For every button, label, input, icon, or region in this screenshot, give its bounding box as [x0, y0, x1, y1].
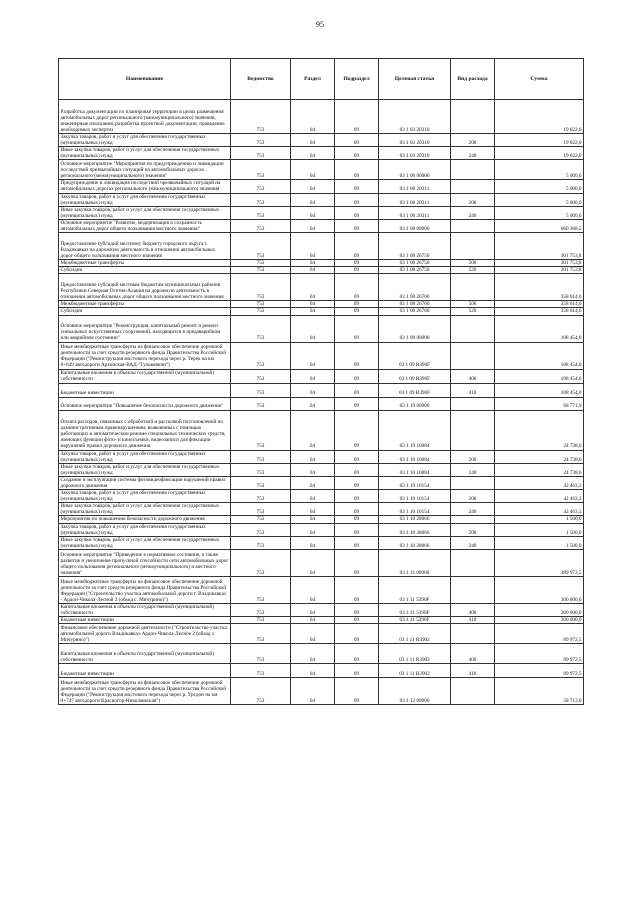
- cell-target-item: 03 1 10 10084: [379, 463, 451, 476]
- cell-expense-type: [451, 516, 495, 523]
- table-row: [59, 147, 584, 160]
- cell-target-item: 03 1 03 20310: [379, 147, 451, 160]
- table-row: [59, 369, 584, 383]
- cell-expense-type: 400: [451, 603, 495, 616]
- table-row: [59, 603, 584, 616]
- cell-section: 04: [291, 206, 335, 219]
- table-row: [59, 315, 584, 342]
- cell-subsection: 09: [335, 516, 379, 523]
- cell-section: 04: [291, 549, 335, 576]
- cell-name: Основное мероприятие "Реконструкция, капитальный ремонт и ремонт уникальных искусственных сооружений, находящихся в предаварийном или аварийном состоянии": [59, 315, 231, 342]
- cell-name: Иные межбюджетные трансферты на финансовое обеспечение дорожной деятельности за счет средств резервного фонда Правительства Российской Федерации ("Строительство участка автомобильной дороги г. Владикавказ - Ардон-Чикола-Лесной 2 (обход с. Мичурино)"): [59, 576, 231, 603]
- cell-name: Капитальные вложения в объекты государственной (муниципальной) собственности: [59, 644, 231, 664]
- cell-target-item: 03 1 11 5390F: [379, 603, 451, 616]
- cell-expense-type: 200: [451, 134, 495, 147]
- cell-target-item: 03 1 11 5390F: [379, 617, 451, 624]
- cell-subsection: 09: [335, 160, 379, 180]
- cell-section: 04: [291, 274, 335, 301]
- table-row: [59, 523, 584, 536]
- cell-section: 04: [291, 369, 335, 383]
- cell-expense-type: 200: [451, 193, 495, 206]
- cell-amount: 5 000,0: [495, 180, 584, 193]
- cell-expense-type: 240: [451, 206, 495, 219]
- cell-expense-type: 410: [451, 383, 495, 397]
- cell-subsection: 09: [335, 308, 379, 315]
- budget-table: [58, 58, 584, 705]
- cell-department: 753: [231, 147, 291, 160]
- cell-section: 04: [291, 147, 335, 160]
- cell-target-item: 03 1 11 R3902: [379, 624, 451, 644]
- cell-amount: 89 972,5: [495, 644, 584, 664]
- cell-amount: 42 463,3: [495, 503, 584, 516]
- cell-department: 753: [231, 476, 291, 489]
- table-row: [59, 576, 584, 603]
- cell-name: Предоставление субсидий местному бюджету городского округа г. Владикавказ на дорожную деятельность в отношении автомобильных дорог общего пользования местного значения: [59, 233, 231, 260]
- cell-subsection: 09: [335, 644, 379, 664]
- table-row: [59, 450, 584, 463]
- cell-target-item: 03 1 10 10154: [379, 503, 451, 516]
- cell-section: 04: [291, 134, 335, 147]
- table-row: [59, 219, 584, 232]
- page-number: 95: [316, 20, 324, 29]
- cell-amount: 19 022,0: [495, 100, 584, 134]
- cell-subsection: 09: [335, 576, 379, 603]
- cell-department: 753: [231, 219, 291, 232]
- cell-department: 753: [231, 617, 291, 624]
- cell-amount: 24 738,6: [495, 410, 584, 450]
- cell-target-item: 03 1 06 20311: [379, 180, 451, 193]
- cell-name: Основное мероприятие "Приведение в нормативное состояние, а также развитие и увеличение пропускной способности сети автомобильных дорог общего пользования регионального (межмуниципального) и местного значения": [59, 549, 231, 576]
- cell-target-item: 03 1 08 26750: [379, 267, 451, 274]
- cell-expense-type: 410: [451, 617, 495, 624]
- cell-subsection: 09: [335, 624, 379, 644]
- cell-target-item: 03 1 03 20310: [379, 100, 451, 134]
- cell-subsection: 09: [335, 490, 379, 503]
- cell-name: Закупка товаров, работ и услуг для обеспечения государственных (муниципальных) нужд: [59, 490, 231, 503]
- column-header-section: Раздел: [291, 59, 335, 100]
- cell-name: Закупка товаров, работ и услуг для обеспечения государственных (муниципальных) нужд: [59, 134, 231, 147]
- cell-amount: 358 614,6: [495, 301, 584, 308]
- cell-section: 04: [291, 624, 335, 644]
- cell-department: 753: [231, 233, 291, 260]
- cell-section: 04: [291, 476, 335, 489]
- cell-department: 753: [231, 410, 291, 450]
- cell-target-item: 03 1 11 R3902: [379, 644, 451, 664]
- cell-name: Межбюджетные трансферты: [59, 301, 231, 308]
- table-row: [59, 100, 584, 134]
- cell-subsection: 09: [335, 503, 379, 516]
- cell-amount: 19 022,0: [495, 147, 584, 160]
- cell-subsection: 09: [335, 476, 379, 489]
- column-header-amount: Сумма: [495, 59, 584, 100]
- cell-expense-type: [451, 180, 495, 193]
- cell-name: Иные закупки товаров, работ и услуг для обеспечения государственных (муниципальных) нужд: [59, 206, 231, 219]
- cell-target-item: 03 1 10 00000: [379, 397, 451, 410]
- table-row: [59, 490, 584, 503]
- cell-subsection: 09: [335, 678, 379, 705]
- cell-department: 753: [231, 274, 291, 301]
- cell-department: 753: [231, 490, 291, 503]
- column-header-name: Наименование: [59, 59, 231, 100]
- cell-target-item: 03 1 03 20310: [379, 134, 451, 147]
- cell-target-item: 03 1 10 28066: [379, 523, 451, 536]
- cell-subsection: 09: [335, 410, 379, 450]
- cell-amount: 1 500,0: [495, 523, 584, 536]
- cell-section: 04: [291, 536, 335, 549]
- cell-amount: 19 022,0: [495, 134, 584, 147]
- cell-section: 04: [291, 383, 335, 397]
- cell-target-item: 03 1 08 26750: [379, 260, 451, 267]
- cell-subsection: 09: [335, 260, 379, 267]
- cell-subsection: 09: [335, 450, 379, 463]
- cell-expense-type: [451, 342, 495, 369]
- cell-department: 753: [231, 260, 291, 267]
- cell-amount: 1 500,0: [495, 516, 584, 523]
- cell-amount: 5 000,0: [495, 206, 584, 219]
- cell-amount: 89 972,5: [495, 664, 584, 678]
- cell-target-item: 03 1 06 20311: [379, 206, 451, 219]
- cell-expense-type: 240: [451, 147, 495, 160]
- cell-amount: 42 463,3: [495, 476, 584, 489]
- table-row: [59, 206, 584, 219]
- cell-name: Иные закупки товаров, работ и услуг для обеспечения государственных (муниципальных) нужд: [59, 536, 231, 549]
- cell-department: 753: [231, 308, 291, 315]
- cell-section: 04: [291, 260, 335, 267]
- table-row: [59, 134, 584, 147]
- cell-amount: 358 614,6: [495, 274, 584, 301]
- column-header-subsection: Подраздел: [335, 59, 379, 100]
- cell-name: Мероприятия по повышению безопасности дорожного движения: [59, 516, 231, 523]
- cell-department: 753: [231, 463, 291, 476]
- cell-target-item: 03 1 09 R390F: [379, 342, 451, 369]
- cell-subsection: 09: [335, 369, 379, 383]
- cell-section: 04: [291, 523, 335, 536]
- cell-subsection: 09: [335, 603, 379, 616]
- cell-department: 753: [231, 134, 291, 147]
- cell-amount: 68 771,9: [495, 397, 584, 410]
- cell-name: Иные закупки товаров, работ и услуг для обеспечения государственных (муниципальных) нужд: [59, 463, 231, 476]
- cell-expense-type: 200: [451, 523, 495, 536]
- cell-name: Бюджетные инвестиции: [59, 664, 231, 678]
- cell-amount: 108 454,0: [495, 383, 584, 397]
- cell-name: Иные межбюджетные трансферты на финансовое обеспечение дорожной деятельности за счет средств резервного фонда Правительства Российской Федерации ("Реконструкция мостового перехода через р. Терек на км 8+049 автодороги Архонская-ВАД-"Гулькевичи"): [59, 342, 231, 369]
- cell-department: 753: [231, 549, 291, 576]
- cell-target-item: 03 1 11 R3902: [379, 664, 451, 678]
- table-row: [59, 644, 584, 664]
- cell-target-item: 03 1 11 00000: [379, 549, 451, 576]
- cell-expense-type: 200: [451, 450, 495, 463]
- cell-amount: 301 753,8: [495, 267, 584, 274]
- cell-target-item: 03 1 10 10084: [379, 410, 451, 450]
- cell-section: 04: [291, 160, 335, 180]
- cell-department: 753: [231, 576, 291, 603]
- cell-target-item: 03 1 10 10154: [379, 476, 451, 489]
- cell-name: Предоставление субсидий местным бюджетам муниципальных районов Республики Северная Осетия-Алания на дорожную деятельность в отношении автомобильных дорог общего пользования местного значения: [59, 274, 231, 301]
- cell-department: 753: [231, 383, 291, 397]
- table-row: [59, 664, 584, 678]
- cell-amount: 89 972,5: [495, 624, 584, 644]
- cell-target-item: 03 1 10 28066: [379, 516, 451, 523]
- cell-expense-type: 240: [451, 463, 495, 476]
- cell-amount: 300 000,0: [495, 603, 584, 616]
- cell-amount: 108 454,0: [495, 315, 584, 342]
- cell-section: 04: [291, 100, 335, 134]
- table-row: [59, 516, 584, 523]
- table-row: [59, 180, 584, 193]
- cell-name: Разработка документации по планировке территории в целях размещения автомобильных дорог регионального (межмуниципального) значения, инженерные изыскания, разработка проектной документации, проведение необходимых экспертиз: [59, 100, 231, 134]
- table-body: [59, 100, 584, 705]
- cell-department: 753: [231, 664, 291, 678]
- cell-section: 04: [291, 180, 335, 193]
- cell-amount: 5 000,0: [495, 193, 584, 206]
- cell-section: 04: [291, 576, 335, 603]
- cell-name: Межбюджетные трансферты: [59, 260, 231, 267]
- cell-amount: 300 000,0: [495, 617, 584, 624]
- cell-expense-type: [451, 315, 495, 342]
- cell-amount: 300 000,0: [495, 576, 584, 603]
- table-row: [59, 308, 584, 315]
- cell-expense-type: 520: [451, 308, 495, 315]
- cell-section: 04: [291, 315, 335, 342]
- table-row: [59, 383, 584, 397]
- cell-expense-type: [451, 576, 495, 603]
- cell-name: Финансовое обеспечение дорожной деятельности ("Строительство участка автомобильной дороги Владикавказ-Ардон-Чикола-Лесное 2 (обход с. Мичурино)"): [59, 624, 231, 644]
- cell-department: 753: [231, 301, 291, 308]
- column-header-expense-type: Вид расхода: [451, 59, 495, 100]
- cell-name: Субсидии: [59, 267, 231, 274]
- cell-subsection: 09: [335, 233, 379, 260]
- cell-target-item: 03 1 10 10154: [379, 490, 451, 503]
- cell-amount: 660 368,5: [495, 219, 584, 232]
- cell-name: Основное мероприятие "Развитие, модернизация и сохранность автомобильных дорог общего пользования местного значения": [59, 219, 231, 232]
- cell-amount: 389 972,5: [495, 549, 584, 576]
- cell-target-item: 03 1 09 R390F: [379, 383, 451, 397]
- table-row: [59, 549, 584, 576]
- cell-expense-type: 240: [451, 536, 495, 549]
- cell-name: Капитальные вложения в объекты государственной (муниципальной) собственности: [59, 603, 231, 616]
- cell-section: 04: [291, 678, 335, 705]
- cell-department: 753: [231, 206, 291, 219]
- cell-section: 04: [291, 342, 335, 369]
- table-row: [59, 536, 584, 549]
- cell-section: 04: [291, 233, 335, 260]
- cell-name: Предупреждение и ликвидация последствий чрезвычайных ситуаций на автомобильных дорогах регионального (межмуниципального) значения: [59, 180, 231, 193]
- cell-target-item: 03 1 06 20311: [379, 193, 451, 206]
- table-row: [59, 463, 584, 476]
- cell-subsection: 09: [335, 301, 379, 308]
- cell-department: 753: [231, 516, 291, 523]
- cell-target-item: 03 1 09 00000: [379, 315, 451, 342]
- cell-section: 04: [291, 490, 335, 503]
- cell-name: Капитальные вложения в объекты государственной (муниципальной) собственности: [59, 369, 231, 383]
- cell-department: 753: [231, 450, 291, 463]
- cell-expense-type: 200: [451, 490, 495, 503]
- cell-department: 753: [231, 180, 291, 193]
- cell-expense-type: 400: [451, 369, 495, 383]
- cell-subsection: 09: [335, 523, 379, 536]
- cell-target-item: 03 1 11 5390F: [379, 576, 451, 603]
- cell-expense-type: [451, 233, 495, 260]
- table-row: [59, 617, 584, 624]
- cell-target-item: 03 1 06 00000: [379, 160, 451, 180]
- cell-target-item: 03 1 08 26760: [379, 308, 451, 315]
- cell-section: 04: [291, 450, 335, 463]
- cell-name: Закупка товаров, работ и услуг для обеспечения государственных (муниципальных) нужд: [59, 193, 231, 206]
- table-row: [59, 624, 584, 644]
- cell-subsection: 09: [335, 617, 379, 624]
- cell-name: Основное мероприятие "Мероприятия по предупреждению и ликвидации последствий чрезвычайных ситуаций на автомобильных дорогах регионального (межмуниципального) значения": [59, 160, 231, 180]
- cell-subsection: 09: [335, 549, 379, 576]
- cell-subsection: 09: [335, 315, 379, 342]
- cell-department: 753: [231, 523, 291, 536]
- cell-department: 753: [231, 100, 291, 134]
- table-row: [59, 342, 584, 369]
- cell-section: 04: [291, 463, 335, 476]
- cell-expense-type: [451, 476, 495, 489]
- cell-section: 04: [291, 410, 335, 450]
- cell-name: Бюджетные инвестиции: [59, 617, 231, 624]
- table-row: [59, 233, 584, 260]
- cell-expense-type: [451, 410, 495, 450]
- cell-department: 753: [231, 624, 291, 644]
- cell-name: Основное мероприятие "Повышение безопасности дорожного движения": [59, 397, 231, 410]
- cell-subsection: 09: [335, 147, 379, 160]
- cell-section: 04: [291, 308, 335, 315]
- cell-department: 753: [231, 603, 291, 616]
- cell-expense-type: 500: [451, 260, 495, 267]
- cell-expense-type: [451, 678, 495, 705]
- cell-section: 04: [291, 503, 335, 516]
- cell-amount: 1 500,0: [495, 536, 584, 549]
- cell-name: Бюджетные инвестиции: [59, 383, 231, 397]
- cell-department: 753: [231, 678, 291, 705]
- cell-expense-type: 500: [451, 301, 495, 308]
- cell-target-item: 03 1 08 26760: [379, 301, 451, 308]
- cell-expense-type: [451, 549, 495, 576]
- table-row: [59, 260, 584, 267]
- cell-department: 753: [231, 193, 291, 206]
- cell-section: 04: [291, 267, 335, 274]
- cell-amount: 301 753,8: [495, 233, 584, 260]
- column-header-department: Ведомство: [231, 59, 291, 100]
- cell-expense-type: [451, 160, 495, 180]
- cell-subsection: 09: [335, 180, 379, 193]
- cell-section: 04: [291, 603, 335, 616]
- table-row: [59, 274, 584, 301]
- cell-subsection: 09: [335, 397, 379, 410]
- cell-expense-type: [451, 219, 495, 232]
- table-row: [59, 678, 584, 705]
- table-row: [59, 301, 584, 308]
- cell-subsection: 09: [335, 383, 379, 397]
- cell-section: 04: [291, 301, 335, 308]
- cell-amount: 108 454,0: [495, 342, 584, 369]
- cell-department: 753: [231, 342, 291, 369]
- cell-subsection: 09: [335, 267, 379, 274]
- column-header-target-item: Целевая статья: [379, 59, 451, 100]
- cell-expense-type: [451, 100, 495, 134]
- cell-amount: 358 614,6: [495, 308, 584, 315]
- cell-subsection: 09: [335, 206, 379, 219]
- cell-expense-type: [451, 624, 495, 644]
- cell-amount: 301 753,8: [495, 260, 584, 267]
- table-row: [59, 397, 584, 410]
- cell-section: 04: [291, 397, 335, 410]
- cell-subsection: 09: [335, 219, 379, 232]
- cell-name: Иные закупки товаров, работ и услуг для обеспечения государственных (муниципальных) нужд: [59, 147, 231, 160]
- cell-target-item: 03 1 08 26750: [379, 233, 451, 260]
- cell-amount: 42 463,3: [495, 490, 584, 503]
- cell-department: 753: [231, 369, 291, 383]
- cell-department: 753: [231, 315, 291, 342]
- cell-expense-type: 520: [451, 267, 495, 274]
- cell-expense-type: 400: [451, 644, 495, 664]
- cell-department: 753: [231, 160, 291, 180]
- cell-subsection: 09: [335, 664, 379, 678]
- cell-name: Субсидии: [59, 308, 231, 315]
- cell-subsection: 09: [335, 274, 379, 301]
- cell-name: Иные закупки товаров, работ и услуг для обеспечения государственных (муниципальных) нужд: [59, 503, 231, 516]
- cell-subsection: 09: [335, 342, 379, 369]
- cell-target-item: 03 1 10 10084: [379, 450, 451, 463]
- cell-amount: 24 738,6: [495, 450, 584, 463]
- table-row: [59, 193, 584, 206]
- cell-subsection: 09: [335, 536, 379, 549]
- cell-department: 753: [231, 503, 291, 516]
- cell-subsection: 09: [335, 193, 379, 206]
- table-row: [59, 160, 584, 180]
- cell-section: 04: [291, 664, 335, 678]
- table-row: [59, 267, 584, 274]
- cell-subsection: 09: [335, 100, 379, 134]
- cell-amount: 24 738,6: [495, 463, 584, 476]
- cell-target-item: 03 1 08 26760: [379, 274, 451, 301]
- cell-expense-type: 240: [451, 503, 495, 516]
- cell-name: Создание и эксплуатация системы фотовидеофиксации нарушений правил дорожного движения: [59, 476, 231, 489]
- cell-target-item: 03 1 12 00000: [379, 678, 451, 705]
- cell-name: Иные межбюджетные трансферты на финансовое обеспечение дорожной деятельности за счет средств резервного фонда Правительства Российской Федерации ("Реконструкция мостового перехода через р. Урсдон на км 0+747 автодороги Красногор-Николаевская"): [59, 678, 231, 705]
- table-row: [59, 410, 584, 450]
- cell-subsection: 09: [335, 134, 379, 147]
- cell-amount: 58 713,0: [495, 678, 584, 705]
- cell-target-item: 03 1 09 R390F: [379, 369, 451, 383]
- cell-target-item: 03 1 10 28066: [379, 536, 451, 549]
- cell-name: Закупка товаров, работ и услуг для обеспечения государственных (муниципальных) нужд: [59, 523, 231, 536]
- cell-department: 753: [231, 536, 291, 549]
- cell-expense-type: [451, 397, 495, 410]
- cell-expense-type: 410: [451, 664, 495, 678]
- table-row: [59, 476, 584, 489]
- cell-department: 753: [231, 644, 291, 664]
- cell-target-item: 03 1 08 00000: [379, 219, 451, 232]
- cell-department: 753: [231, 267, 291, 274]
- table-header: [59, 59, 584, 100]
- cell-name: Закупка товаров, работ и услуг для обеспечения государственных (муниципальных) нужд: [59, 450, 231, 463]
- cell-section: 04: [291, 516, 335, 523]
- cell-department: 753: [231, 397, 291, 410]
- cell-section: 04: [291, 219, 335, 232]
- cell-amount: 108 454,0: [495, 369, 584, 383]
- table-row: [59, 503, 584, 516]
- cell-subsection: 09: [335, 463, 379, 476]
- cell-amount: 5 000,0: [495, 160, 584, 180]
- cell-section: 04: [291, 617, 335, 624]
- cell-name: Оплата расходов, связанных с обработкой и рассылкой постановлений по административным правонарушениям, выявленных с помощью работающих в автоматическом режиме специальных технических средств, имеющих функции фото- и киносъемки, видеозаписи для фиксации нарушений правил дорожного движения: [59, 410, 231, 450]
- cell-section: 04: [291, 644, 335, 664]
- cell-expense-type: [451, 274, 495, 301]
- cell-section: 04: [291, 193, 335, 206]
